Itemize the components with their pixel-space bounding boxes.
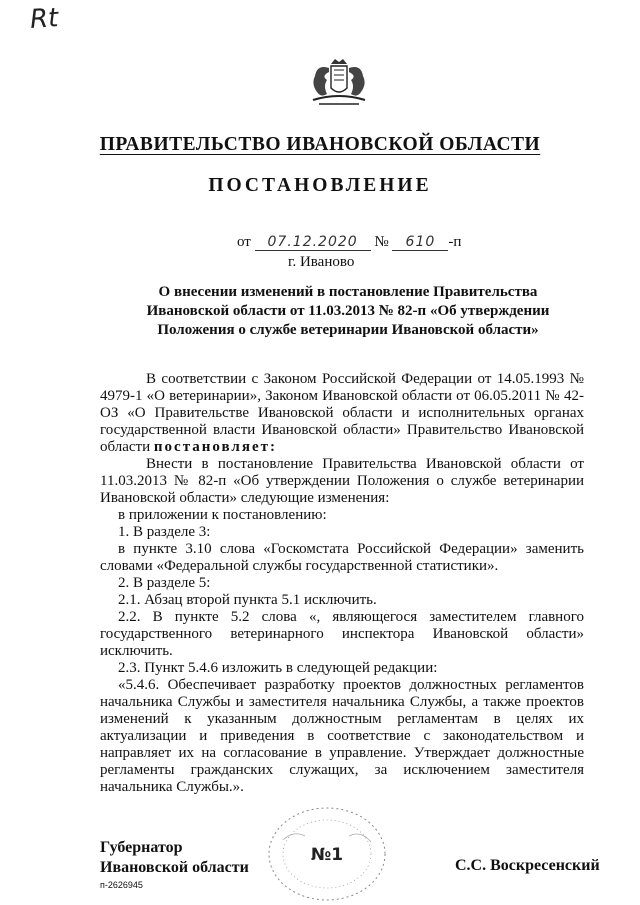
document-subject	[140, 283, 556, 340]
preamble-text: В соответствии с Законом Российской Федерации от 14.05.1993 № 4979-1 «О ветеринарии», Законом Ивановской области от 06.05.2011 № 42-ОЗ «О Правительстве Ивановской области и исполнительных органах государственной власти Ивановской области» Правительство Ивановской области	[100, 371, 584, 455]
number-label: №	[374, 234, 389, 250]
handwritten-number: 610	[392, 234, 448, 251]
subject-line-1: О внесении изменений в постановление Правительства	[158, 284, 538, 300]
item-2-1: 2.1. Абзац второй пункта 5.1 исключить.	[118, 592, 377, 608]
document-type-title: ПОСТАНОВЛЕНИЕ	[208, 175, 432, 196]
coat-of-arms-emblem	[305, 58, 373, 106]
stamp-number: №1	[310, 845, 344, 865]
preamble-paragraph	[100, 371, 584, 456]
document-body	[100, 371, 584, 796]
government-title: ПРАВИТЕЛЬСТВО ИВАНОВСКОЙ ОБЛАСТИ	[99, 134, 541, 155]
official-stamp	[263, 800, 391, 904]
intro-paragraph: Внести в постановление Правительства Ивановской области от 11.03.2013 № 82-п «Об утверждении Положения о службе ветеринарии Ивановской области» следующие изменения:	[100, 456, 584, 506]
dateline	[237, 234, 461, 251]
appendix-line: в приложении к постановлению:	[118, 507, 327, 523]
signatory-position-line-1: Губернатор	[100, 839, 183, 856]
number-suffix: -п	[448, 234, 462, 250]
subject-line-2: Ивановской области от 11.03.2013 № 82-п «Об утверждении	[146, 303, 550, 319]
date-prefix: от	[237, 234, 251, 250]
signatory-position	[100, 838, 249, 878]
signatory-position-line-2: Ивановской области	[100, 859, 249, 876]
handwritten-date: 07.12.2020	[255, 234, 371, 251]
item-1-text: в пункте 3.10 слова «Госкомстата Российской Федерации» заменить словами «Федеральной службы государственной статистики».	[100, 541, 584, 574]
item-2-heading: 2. В разделе 5:	[118, 575, 211, 591]
item-2-3: 2.3. Пункт 5.4.6 изложить в следующей редакции:	[118, 660, 438, 676]
signatory-name: С.С. Воскресенский	[455, 857, 600, 874]
item-2-2: 2.2. В пункте 5.2 слова «, являющегося заместителем главного государственного ветеринарного инспектора Ивановской области» исключить.	[100, 609, 584, 659]
document-code: п-2626945	[100, 880, 143, 890]
item-1-heading: 1. В разделе 3:	[118, 524, 211, 540]
item-2-3-text: «5.4.6. Обеспечивает разработку проектов должностных регламентов начальника Службы и заместителя начальника Службы, а также проектов изменений к указанным должностным регламентам в целях их актуализации и приведения в соответствие с законодательством и направляет их на согласование в управление. Утверждает должностные регламенты гражданских служащих, за исключением заместителя начальника Службы.».	[100, 677, 584, 795]
city: г. Иваново	[288, 254, 355, 270]
handwritten-corner-note: Rt	[28, 3, 60, 35]
resolves-word: постановляет:	[153, 439, 277, 455]
subject-line-3: Положения о службе ветеринарии Ивановской области»	[157, 322, 539, 338]
